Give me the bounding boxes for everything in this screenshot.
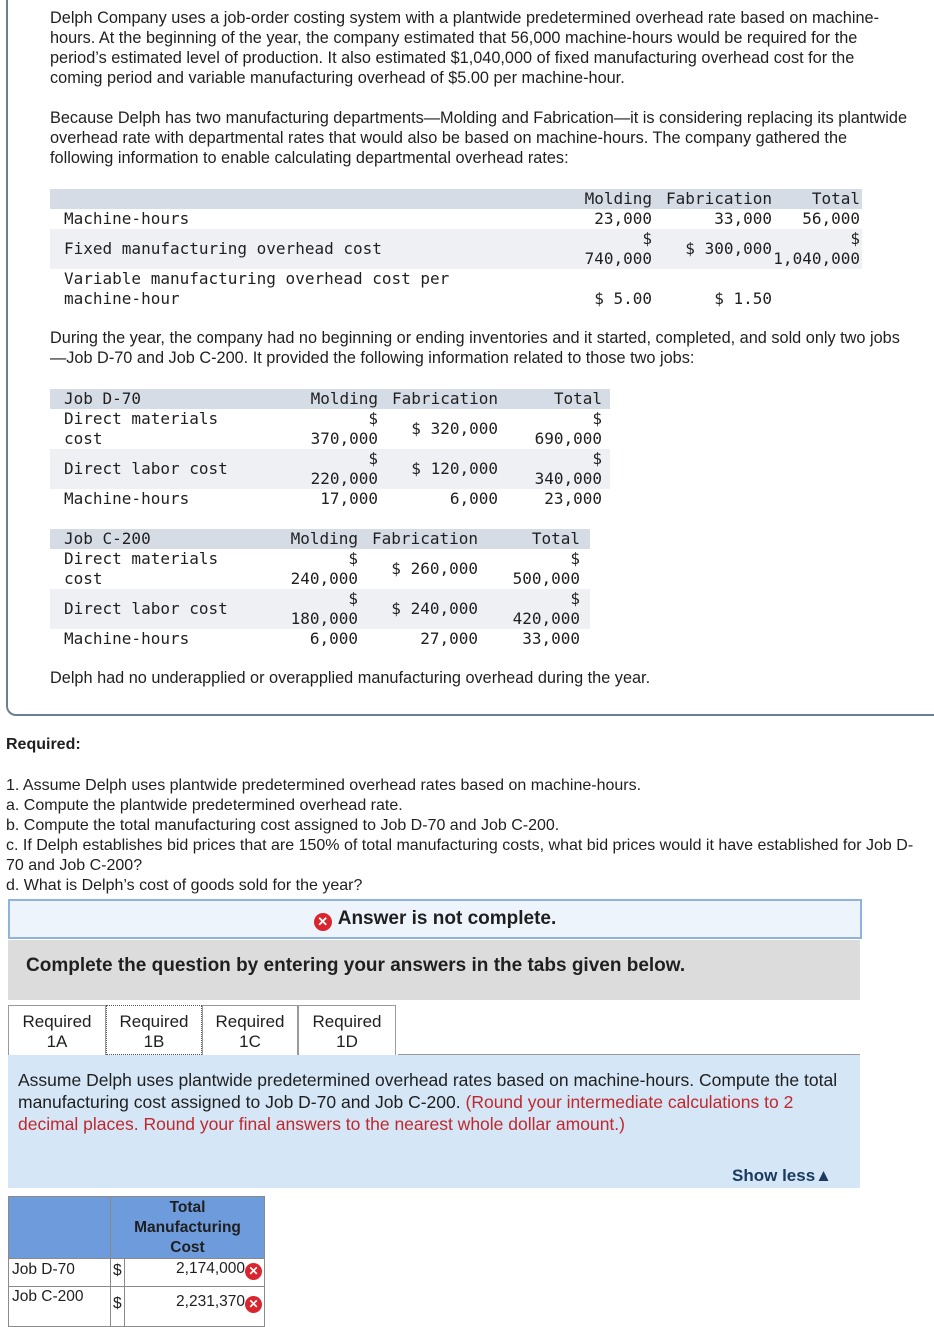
question-1d: d. What is Delph’s cost of goods sold for the year? bbox=[6, 877, 363, 894]
tab-label: 1D bbox=[336, 1032, 358, 1051]
intro-paragraph-3: During the year, the company had no beginning or ending inventories and it started, completed, and sold only two jobs—Job D-70 and Job C-200. It provided the following information related to those two jobs: bbox=[50, 329, 900, 367]
job-d70-table bbox=[50, 389, 610, 509]
job-c200-dl-label: Direct labor cost bbox=[50, 589, 272, 629]
tab-label: Required bbox=[215, 1012, 285, 1031]
job-c200-title: Job C-200 bbox=[50, 529, 272, 549]
intro-paragraph-4: Delph had no underapplied or overapplied manufacturing overhead during the year. bbox=[50, 669, 651, 687]
question-1b: b. Compute the total manufacturing cost assigned to Job D-70 and Job C-200. bbox=[6, 817, 560, 834]
row-machine-hours-label: Machine-hours bbox=[64, 209, 190, 228]
tab-label: Required bbox=[312, 1012, 382, 1031]
job-c200-col-fabrication: Fabrication bbox=[358, 529, 478, 549]
job-c200-dl-molding: 180,000 bbox=[290, 609, 358, 628]
answer-header-line-2: Manufacturing bbox=[134, 1218, 241, 1236]
fixed-molding-symbol: $ bbox=[642, 229, 652, 248]
job-d70-dl-molding-symbol: $ bbox=[368, 449, 378, 468]
answer-row-dollar: $ bbox=[111, 1259, 125, 1287]
answer-value: 2,231,370 bbox=[176, 1293, 245, 1310]
department-overhead-table bbox=[50, 189, 862, 309]
answer-header-line-3: Cost bbox=[170, 1238, 205, 1256]
job-c200-mh-molding: 6,000 bbox=[309, 629, 358, 648]
panel-text: Assume Delph uses plantwide predetermined overhead rates based on machine-hours. Compute the total manufacturing cost assigned to Job D-70 and Job C-200. bbox=[18, 1070, 838, 1112]
intro-paragraph-2: Because Delph has two manufacturing departments—Molding and Fabrication—it is considering replacing its plantwide overhead rate with departmental rates that would also be based on machine-hours. The company gathered the following information to enable calculating departmental overhead rates: bbox=[50, 109, 908, 167]
answer-row-dollar: $ bbox=[111, 1287, 125, 1327]
answer-header-blank bbox=[9, 1197, 111, 1259]
row-fixed-overhead-label: Fixed manufacturing overhead cost bbox=[50, 229, 510, 269]
job-c200-mh-label: Machine-hours bbox=[64, 629, 190, 648]
job-c200-col-total: Total bbox=[478, 529, 580, 549]
variable-fabrication-value: $ 1.50 bbox=[714, 289, 772, 308]
instruction-box bbox=[8, 940, 860, 1000]
triangle-up-icon: ▲ bbox=[815, 1166, 832, 1185]
job-c200-dl-molding-symbol: $ bbox=[348, 589, 358, 608]
job-d70-dl-total-symbol: $ bbox=[592, 449, 602, 468]
job-c200-dm-molding: 240,000 bbox=[290, 569, 358, 588]
job-d70-dm-label-2: cost bbox=[64, 429, 103, 448]
job-c200-dl-total: 420,000 bbox=[512, 609, 580, 628]
intro-paragraph-1: Delph Company uses a job-order costing system with a plantwide predetermined overhead rate based on machine-hours. At the beginning of the year, the company estimated that 56,000 machine-hours would be required for the period’s estimated level of production. It also estimated $1,040,000 of fixed manufacturing overhead cost for the coming period and variable manufacturing overhead of $5.00 per machine-hour. bbox=[50, 9, 879, 87]
tab-bar bbox=[8, 1005, 396, 1055]
machine-hours-molding: 23,000 bbox=[594, 209, 652, 228]
job-d70-col-molding: Molding bbox=[290, 389, 378, 409]
job-d70-mh-fabrication: 6,000 bbox=[449, 489, 498, 508]
job-d70-dm-molding: 370,000 bbox=[310, 429, 378, 448]
job-c200-dm-total: 500,000 bbox=[512, 569, 580, 588]
question-1: 1. Assume Delph uses plantwide predetermined overhead rates based on machine-hours. bbox=[6, 777, 642, 794]
incorrect-x-icon: ✕ bbox=[245, 1263, 262, 1280]
answer-header bbox=[111, 1197, 265, 1259]
job-c200-dm-total-symbol: $ bbox=[570, 549, 580, 568]
answer-input-job-d70[interactable] bbox=[125, 1259, 265, 1287]
answer-table bbox=[8, 1196, 265, 1327]
tab-label: 1B bbox=[143, 1032, 165, 1051]
panel-instructions bbox=[18, 1069, 854, 1135]
job-d70-dm-fabrication: $ 320,000 bbox=[411, 419, 498, 438]
job-c200-table bbox=[50, 529, 590, 649]
question-1c: c. If Delph establishes bid prices that are 150% of total manufacturing costs, what bid prices would it have established for Job D-70 and Job C-200? bbox=[6, 837, 914, 874]
job-d70-col-fabrication: Fabrication bbox=[378, 389, 498, 409]
question-1a: a. Compute the plantwide predetermined overhead rate. bbox=[6, 797, 403, 814]
fixed-fabrication-value: $ 300,000 bbox=[652, 229, 772, 269]
tab-label: Required bbox=[22, 1012, 92, 1031]
job-d70-dl-molding: 220,000 bbox=[310, 469, 378, 488]
job-d70-mh-molding: 17,000 bbox=[320, 489, 378, 508]
job-c200-dl-fabrication: $ 240,000 bbox=[358, 589, 478, 629]
answer-status-banner bbox=[8, 899, 862, 939]
tab-required-1a[interactable] bbox=[8, 1005, 106, 1055]
answer-row-label: Job D-70 bbox=[9, 1259, 111, 1287]
answer-value: 2,174,000 bbox=[176, 1260, 245, 1277]
job-c200-dl-total-symbol: $ bbox=[570, 589, 580, 608]
machine-hours-fabrication: 33,000 bbox=[714, 209, 772, 228]
job-c200-dm-molding-symbol: $ bbox=[348, 549, 358, 568]
job-c200-mh-total: 33,000 bbox=[522, 629, 580, 648]
job-d70-dl-label: Direct labor cost bbox=[50, 449, 290, 489]
row-variable-overhead-label-1: Variable manufacturing overhead cost per bbox=[64, 269, 450, 288]
job-c200-col-molding: Molding bbox=[272, 529, 358, 549]
col-total: Total bbox=[772, 189, 862, 209]
instruction-text: Complete the question by entering your answers in the tabs given below. bbox=[26, 955, 686, 976]
fixed-total-value: 1,040,000 bbox=[773, 249, 860, 268]
job-c200-dm-label-1: Direct materials bbox=[64, 549, 219, 568]
fixed-total-symbol: $ bbox=[850, 229, 860, 248]
answer-status-text: Answer is not complete. bbox=[337, 908, 557, 929]
tab-required-1d[interactable] bbox=[298, 1005, 396, 1055]
row-variable-overhead-label-2: machine-hour bbox=[64, 289, 180, 308]
job-d70-mh-total: 23,000 bbox=[544, 489, 602, 508]
job-d70-dm-label-1: Direct materials bbox=[64, 409, 219, 428]
show-less-label: Show less bbox=[732, 1166, 816, 1185]
job-d70-mh-label: Machine-hours bbox=[64, 489, 190, 508]
x-circle-icon: ✕ bbox=[314, 913, 332, 931]
tab-label: 1A bbox=[46, 1032, 68, 1051]
job-d70-col-total: Total bbox=[498, 389, 602, 409]
job-c200-dm-label-2: cost bbox=[64, 569, 103, 588]
tab-label: 1C bbox=[239, 1032, 261, 1051]
col-molding: Molding bbox=[510, 189, 652, 209]
machine-hours-total: 56,000 bbox=[802, 209, 860, 228]
fixed-molding-value: 740,000 bbox=[584, 249, 652, 268]
job-d70-dl-total: 340,000 bbox=[534, 469, 602, 488]
job-d70-dm-total: 690,000 bbox=[534, 429, 602, 448]
answer-row-label: Job C-200 bbox=[9, 1287, 111, 1327]
tab-required-1b[interactable] bbox=[106, 1005, 202, 1055]
job-d70-dm-total-symbol: $ bbox=[592, 409, 602, 428]
show-less-link[interactable] bbox=[732, 1166, 832, 1186]
job-c200-dm-fabrication: $ 260,000 bbox=[391, 559, 478, 578]
col-fabrication: Fabrication bbox=[652, 189, 772, 209]
required-heading: Required: bbox=[6, 736, 81, 753]
tab-required-1c[interactable] bbox=[202, 1005, 298, 1055]
job-c200-mh-fabrication: 27,000 bbox=[420, 629, 478, 648]
job-d70-dl-fabrication: $ 120,000 bbox=[378, 449, 498, 489]
variable-molding-value: $ 5.00 bbox=[594, 289, 652, 308]
answer-input-job-c200[interactable] bbox=[125, 1287, 265, 1327]
answer-header-line-1: Total bbox=[169, 1198, 206, 1216]
incorrect-x-icon: ✕ bbox=[245, 1296, 262, 1313]
panel-rounding-note: (Round your intermediate calculations to 2 decimal places. Round your final answers to the nearest whole dollar amount.) bbox=[18, 1092, 794, 1134]
job-d70-title: Job D-70 bbox=[50, 389, 290, 409]
tab-label: Required bbox=[119, 1012, 189, 1031]
job-d70-dm-molding-symbol: $ bbox=[368, 409, 378, 428]
